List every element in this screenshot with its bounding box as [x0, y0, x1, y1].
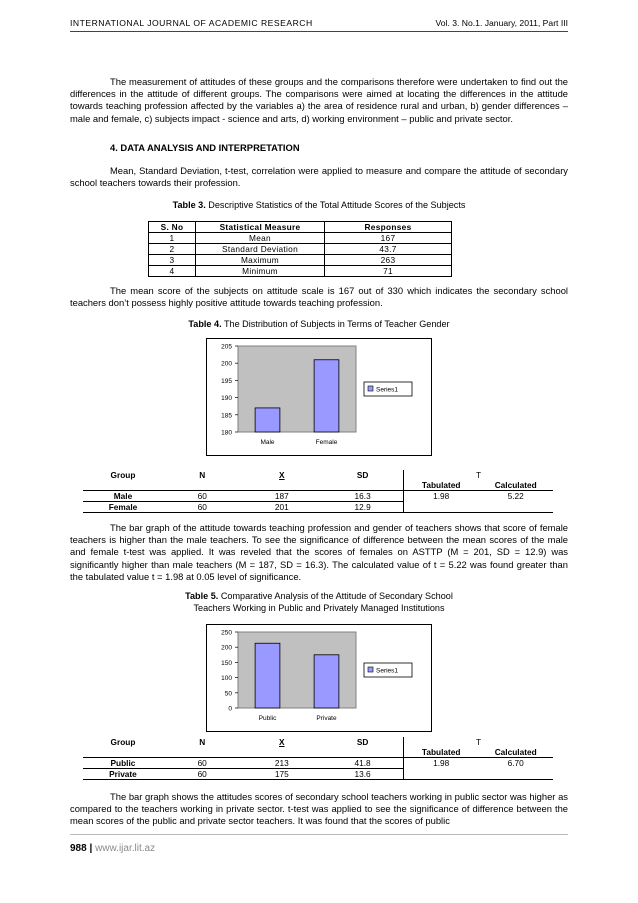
y-tick-label: 250 — [221, 629, 232, 637]
y-tick-label: 100 — [221, 675, 232, 683]
calculated-value: 6.70 — [507, 758, 524, 769]
col-header-n: N — [199, 737, 206, 747]
table-cell — [404, 769, 479, 780]
col-header-group: Group — [110, 470, 136, 480]
paragraph-sector-analysis: The bar graph shows the attitudes scores of secondary school teachers working in public sector was higher as compared to the teachers working in private sector. t-test was applied to see the significance of difference between the mean scores of the public and private sector teachers. It was found that the scores of public — [70, 791, 568, 827]
table-cell: 4 — [149, 266, 196, 277]
table-subheader-row — [83, 747, 553, 758]
group-cell: Private — [83, 769, 163, 780]
table3 — [148, 221, 452, 277]
journal-url[interactable]: www.ijar.lit.az — [95, 843, 156, 854]
col-header-x — [241, 737, 322, 747]
header-rule — [70, 31, 568, 32]
y-tick-label: 180 — [221, 429, 232, 437]
group-cell: Male — [83, 491, 163, 502]
x-tick-label: Female — [315, 439, 338, 446]
tabulated-value: 1.98 — [404, 758, 479, 769]
table-cell: 60 — [163, 758, 242, 769]
sector-bar-chart — [206, 624, 432, 732]
y-tick-label: 150 — [221, 659, 232, 667]
issue-info: Vol. 3. No.1. January, 2011, Part III — [435, 18, 568, 28]
table-subheader-row — [83, 480, 553, 491]
table3-caption — [70, 199, 568, 211]
footer-separator: | — [89, 843, 93, 854]
col-header-measure: Statistical Measure — [196, 222, 325, 233]
table4-label: Table 4. — [188, 319, 222, 329]
y-tick-label: 195 — [221, 377, 232, 385]
table-cell — [478, 769, 553, 780]
table3-label: Table 3. — [172, 200, 206, 210]
legend-swatch — [368, 667, 373, 672]
paragraph-methods: Mean, Standard Deviation, t-test, correlation were applied to measure and compare the attitude of secondary school teachers towards their profession. — [70, 165, 568, 189]
table5-title-line1: Comparative Analysis of the Attitude of Secondary School — [220, 591, 453, 601]
table-cell: 60 — [163, 491, 241, 502]
legend-swatch — [368, 386, 373, 391]
col-header-calculated: Calculated — [478, 480, 553, 491]
gender-bar-chart — [206, 338, 432, 456]
table-row — [83, 769, 553, 780]
table-row — [149, 266, 452, 277]
col-header-sd: SD — [356, 737, 369, 747]
gender-chart — [206, 338, 432, 461]
y-tick-label: 50 — [224, 690, 232, 698]
table-cell: Minimum — [196, 266, 325, 277]
table-row — [83, 502, 553, 513]
y-tick-label: 185 — [221, 412, 232, 420]
table-cell: 43.7 — [325, 244, 452, 255]
col-header-sno: S. No — [149, 222, 196, 233]
table-cell: 60 — [163, 769, 242, 780]
table-row — [149, 255, 452, 266]
table-row — [83, 491, 553, 502]
group-cell: Female — [83, 502, 163, 513]
table5 — [83, 737, 553, 780]
y-tick-label: 190 — [221, 395, 232, 403]
table-cell — [478, 502, 553, 513]
paragraph-intro: The measurement of attitudes of these groups and the comparisons therefore were undertaken to find out the differences in the attitude of different groups. The comparisons were aimed at locating the differences in the attitude towards teaching profession affected by the variables a) the area of residence rural and urban, b) gender differences – male and female, c) subjects impact - science and arts, d) working environment – public and private sector. — [70, 76, 568, 124]
tabulated-value: 1.98 — [404, 491, 479, 502]
group-cell: Public — [83, 758, 163, 769]
table-header-row — [83, 470, 553, 480]
col-header-group: Group — [110, 737, 136, 747]
y-tick-label: 200 — [221, 644, 232, 652]
table-cell: 213 — [241, 758, 322, 769]
table-row — [83, 758, 553, 769]
col-header-sd: SD — [356, 470, 369, 480]
x-tick-label: Private — [316, 715, 337, 722]
table-cell: 1 — [149, 233, 196, 244]
bar — [314, 655, 339, 708]
table-cell: Maximum — [196, 255, 325, 266]
table-spacer — [83, 480, 404, 491]
bar — [255, 643, 280, 708]
table5-caption — [70, 590, 568, 614]
table4-title: The Distribution of Subjects in Terms of Teacher Gender — [223, 319, 450, 329]
y-tick-label: 205 — [221, 343, 232, 351]
col-header-t: T — [404, 470, 553, 480]
col-header-n: N — [199, 470, 206, 480]
section-heading: 4. DATA ANALYSIS AND INTERPRETATION — [110, 142, 300, 153]
col-header-responses: Responses — [325, 222, 452, 233]
journal-title: INTERNATIONAL JOURNAL OF ACADEMIC RESEARCH — [70, 18, 313, 28]
sector-chart — [206, 624, 432, 737]
table5-label: Table 5. — [185, 591, 219, 601]
table-cell: 175 — [241, 769, 322, 780]
table-cell: 201 — [241, 502, 322, 513]
paragraph-mean-score: The mean score of the subjects on attitude scale is 167 out of 330 which indicates the secondary school teachers don’t possess highly positive attitude towards teaching profession. — [70, 285, 568, 309]
footer — [70, 843, 155, 854]
x-label: X — [279, 737, 285, 747]
x-label: X — [279, 470, 285, 480]
col-header-calculated: Calculated — [478, 747, 553, 758]
table-cell: 13.6 — [322, 769, 403, 780]
table-cell: 187 — [241, 491, 322, 502]
table-cell: 41.8 — [322, 758, 403, 769]
bar — [314, 360, 339, 432]
legend-label: Series1 — [376, 386, 399, 394]
table-cell: 2 — [149, 244, 196, 255]
table-row — [149, 233, 452, 244]
table-spacer — [83, 747, 404, 758]
table-cell — [404, 502, 479, 513]
calculated-value: 5.22 — [507, 491, 524, 502]
table-cell: 71 — [325, 266, 452, 277]
table-cell: 3 — [149, 255, 196, 266]
table-cell: 16.3 — [322, 491, 403, 502]
table-header-row — [83, 737, 553, 747]
page-number: 988 — [70, 843, 87, 854]
table4 — [83, 470, 553, 513]
x-tick-label: Public — [258, 715, 277, 722]
col-header-x — [241, 470, 322, 480]
table-row — [149, 244, 452, 255]
table-cell: 60 — [163, 502, 241, 513]
table-header-row — [149, 222, 452, 233]
paragraph-gender-analysis: The bar graph of the attitude towards teaching profession and gender of teachers shows that score of female teachers is higher than the male teachers. To see the significance of difference between the mean scores of the male and female t-test was applied. It was reveled that the scores of females on ASTTP (M = 201, SD = 12.9) was significantly higher than male teachers (M = 187, SD = 16.3). The calculated value of t = 5.22 was found greater than the tabulated value t = 1.98 at 0.05 level of significance. — [70, 522, 568, 582]
table-cell: 263 — [325, 255, 452, 266]
table-cell: 12.9 — [322, 502, 403, 513]
x-tick-label: Male — [260, 439, 275, 446]
table4-caption — [70, 318, 568, 330]
y-tick-label: 0 — [228, 705, 232, 713]
bar — [255, 408, 280, 432]
table3-title: Descriptive Statistics of the Total Attitude Scores of the Subjects — [208, 200, 466, 210]
table-cell: 167 — [325, 233, 452, 244]
table-cell: Standard Deviation — [196, 244, 325, 255]
y-tick-label: 200 — [221, 360, 232, 368]
col-header-tabulated: Tabulated — [404, 480, 479, 491]
col-header-t: T — [404, 737, 553, 747]
footer-rule — [70, 834, 568, 835]
legend-label: Series1 — [376, 667, 399, 675]
col-header-tabulated: Tabulated — [404, 747, 479, 758]
table-cell: Mean — [196, 233, 325, 244]
table5-title-line2: Teachers Working in Public and Privately Managed Institutions — [193, 603, 445, 613]
